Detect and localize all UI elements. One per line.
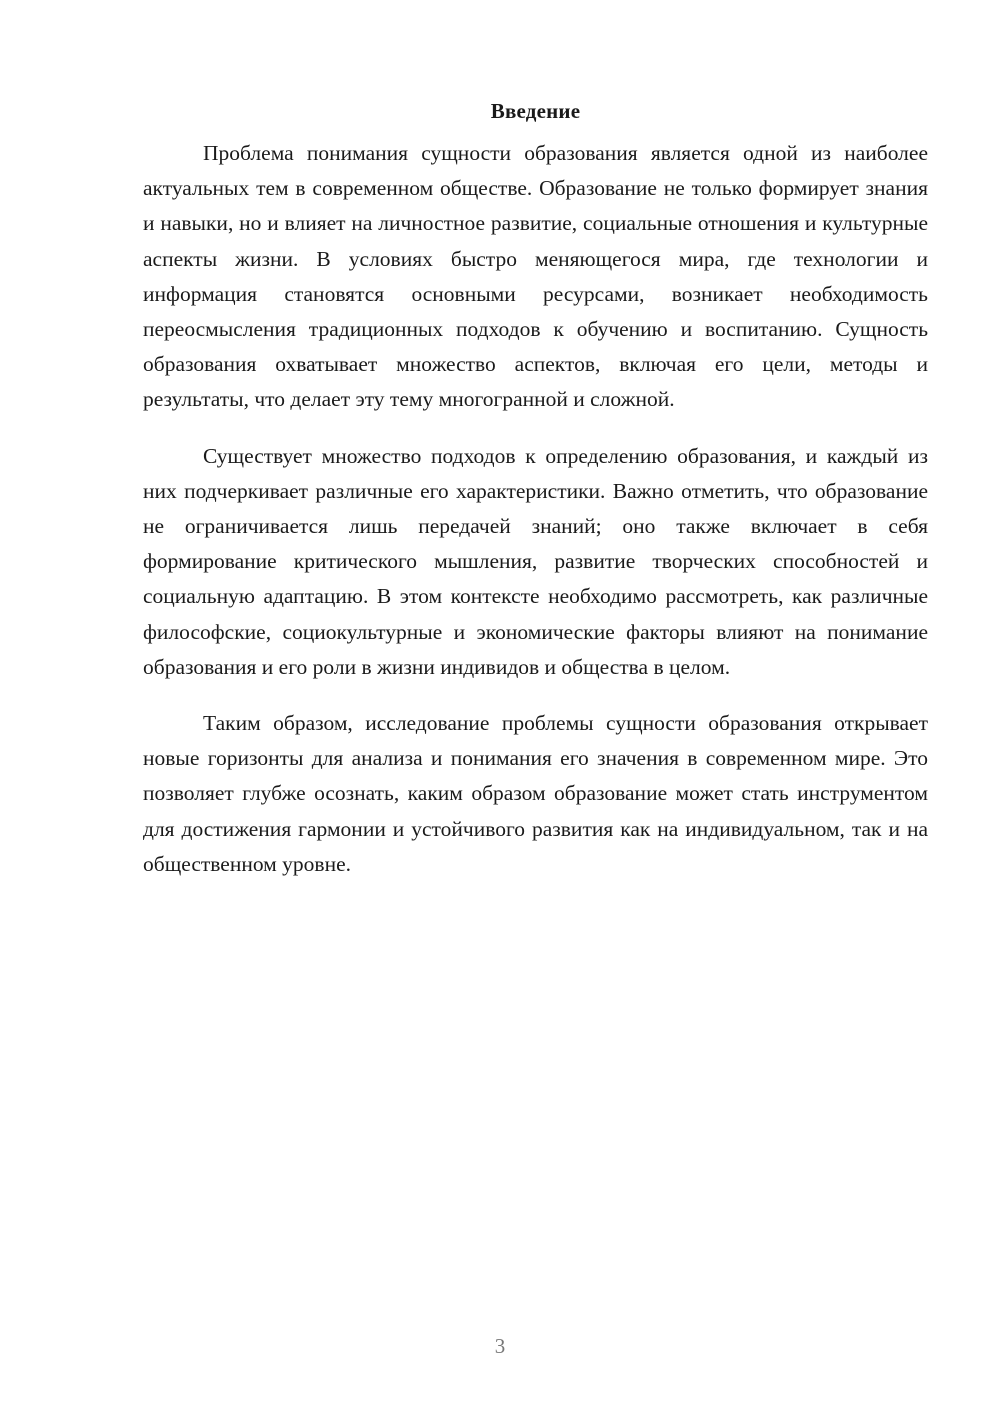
page-content — [143, 96, 928, 903]
paragraph-1: Проблема понимания сущности образования является одной из наиболее актуальных тем в современном обществе. Образование не только формирует знания и навыки, но и влияет на личностное развитие, социальные отношения и культурные аспекты жизни. В условиях быстро меняющегося мира, где технологии и информация становятся основными ресурсами, возникает необходимость переосмысления традиционных подходов к обучению и воспитанию. Сущность образования охватывает множество аспектов, включая его цели, методы и результаты, что делает эту тему многогранной и сложной. — [143, 141, 928, 412]
page-title: Введение — [490, 99, 581, 123]
paragraph-2: Существует множество подходов к определению образования, и каждый из них подчеркивает различные его характеристики. Важно отметить, что образование не ограничивается лишь передачей знаний; оно также включает в себя формирование критического мышления, развитие творческих способностей и социальную адаптацию. В этом контексте необходимо рассмотреть, как различные философские, социокультурные и экономические факторы влияют на понимание образования и его роли в жизни индивидов и общества в целом. — [143, 443, 928, 679]
paragraph-3: Таким образом, исследование проблемы сущности образования открывает новые горизонты для анализа и понимания его значения в современном мире. Это позволяет глубже осознать, каким образом образование может стать инструментом для достижения гармонии и устойчивого развития как на индивидуальном, так и на общественном уровне. — [143, 711, 928, 876]
page-number: 3 — [494, 1334, 506, 1358]
